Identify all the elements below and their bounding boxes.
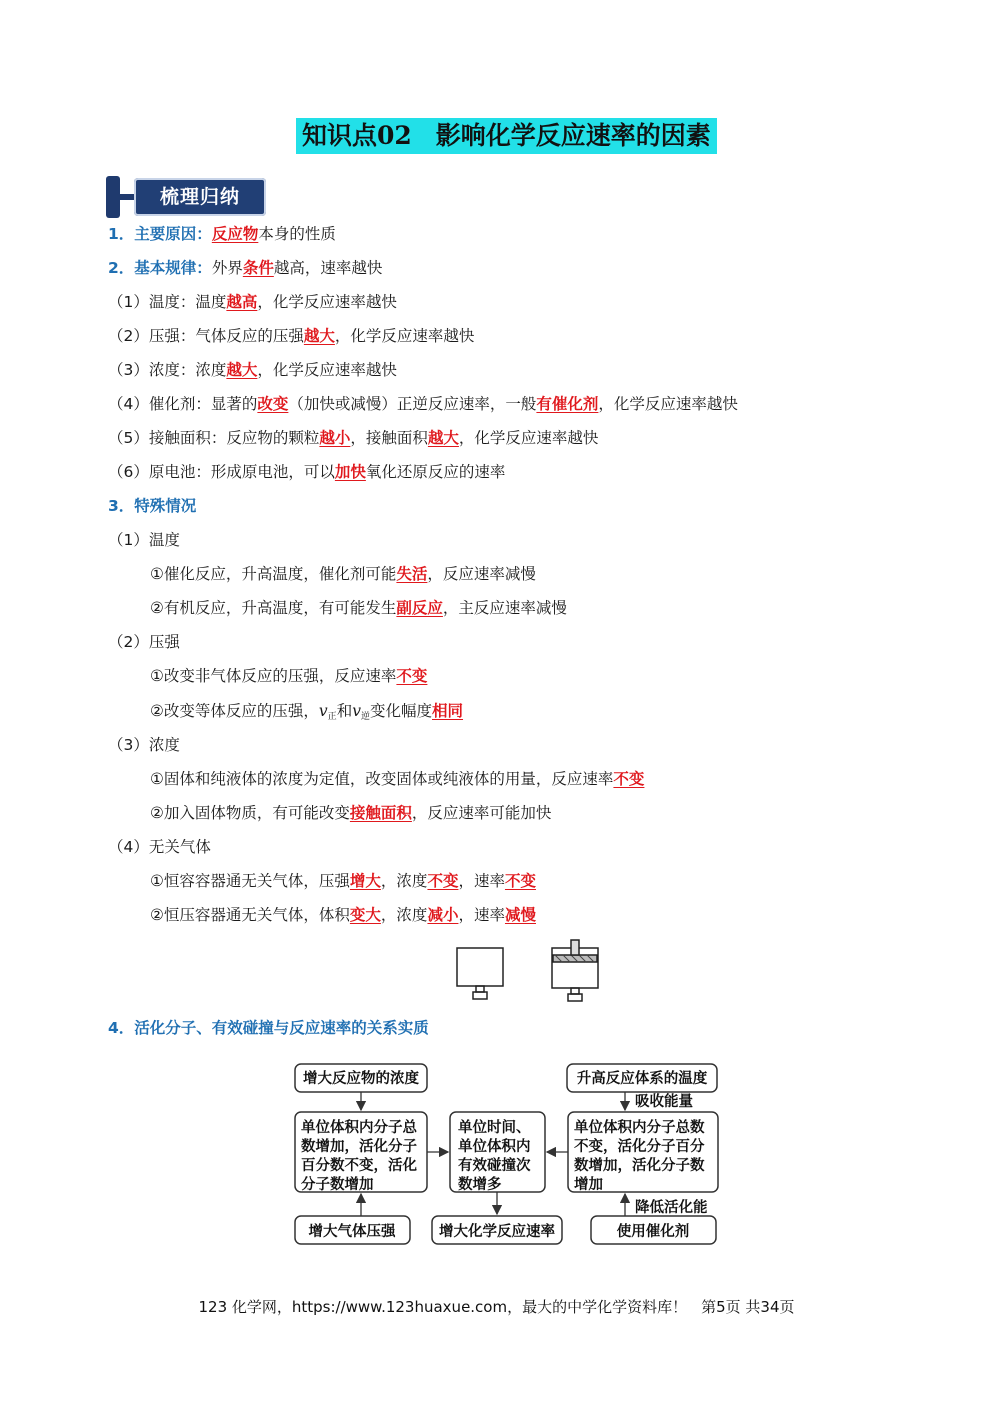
banner-label: 梳理归纳 [159,186,240,208]
rule-concentration: （3）浓度：浓度越大，化学反应速率越快 [108,361,397,379]
special-conc-label: （3）浓度 [108,736,180,754]
left-box-line-3: 百分数不变，活化 [301,1158,417,1174]
special-temp-label: （1）温度 [108,531,180,549]
center-box-line-2: 单位体积内 [458,1139,531,1155]
special-press-item-2: ②改变等体反应的压强，$v_正$和$v_逆$变化幅度相同 [150,702,464,722]
banner-plate [134,178,266,216]
constant-volume-container [457,948,503,999]
center-box-line-3: 有效碰撞次 [458,1158,531,1174]
container-diagrams [450,938,600,1008]
rule-galvanic-cell: （6）原电池：形成原电池，可以加快氧化还原反应的速率 [108,463,506,481]
page-number: 第5页 共34页 [701,1298,795,1316]
page-title: 知识点02 影响化学反应速率的因素 [296,118,717,154]
text-use-catalyst: 使用催化剂 [616,1224,690,1240]
special-temp-item-2: ②有机反应，升高温度，有可能发生副反应，主反应速率减慢 [150,599,567,617]
special-inert-label: （4）无关气体 [108,838,211,856]
rule-temperature: （1）温度：温度越高，化学反应速率越快 [108,293,397,311]
special-conc-item-1: ①固体和纯液体的浓度为定值，改变固体或纯液体的用量，反应速率不变 [150,770,645,788]
text-lower-activation: 降低活化能 [635,1200,708,1216]
left-box-line-4: 分子数增加 [301,1177,374,1193]
text-increase-rate: 增大化学反应速率 [439,1224,555,1240]
special-press-item-1: ①改变非气体反应的压强，反应速率不变 [150,667,428,685]
right-box-line-3: 数增加，活化分子数 [574,1158,705,1174]
text-absorb-energy: 吸收能量 [635,1094,693,1110]
rule-catalyst: （4）催化剂：显著的改变（加快或减慢）正逆反应速率，一般有催化剂，化学反应速率越快 [108,395,738,413]
page-footer [0,1296,993,1318]
banner-pole [106,176,120,218]
center-box-line-1: 单位时间、 [458,1120,531,1136]
rule-pressure: （2）压强：气体反应的压强越大，化学反应速率越快 [108,327,475,345]
right-box-line-4: 增加 [574,1177,603,1193]
point-4: 4．活化分子、有效碰撞与反应速率的关系实质 [108,1019,429,1037]
right-box-line-1: 单位体积内分子总数 [574,1120,705,1136]
text-raise-temperature: 升高反应体系的温度 [576,1071,708,1087]
center-box-line-4: 数增多 [458,1177,502,1193]
section-banner [106,176,266,218]
special-inert-item-1: ①恒容容器通无关气体，压强增大，浓度不变，速率不变 [150,872,536,890]
point-2: 2．基本规律：外界条件越高，速率越快 [108,259,383,277]
activation-flowchart [285,1058,730,1253]
left-box-line-2: 数增加，活化分子 [301,1139,417,1155]
left-box-line-1: 单位体积内分子总 [301,1120,417,1136]
right-box-line-2: 不变，活化分子百分 [574,1139,705,1155]
special-conc-item-2: ②加入固体物质，有可能改变接触面积，反应速率可能加快 [150,804,552,822]
text-increase-concentration: 增大反应物的浓度 [303,1071,419,1087]
special-temp-item-1: ①催化反应，升高温度，催化剂可能失活，反应速率减慢 [150,565,536,583]
special-inert-item-2: ②恒压容器通无关气体，体积变大，浓度减小，速率减慢 [150,906,536,924]
special-press-label: （2）压强 [108,633,180,651]
footer-site: 123 化学网，https://www.123huaxue.com，最大的中学化学资料库！ [198,1298,688,1316]
point-3: 3．特殊情况 [108,497,197,515]
point-1: 1．主要原因：反应物本身的性质 [108,225,336,243]
constant-pressure-container [552,940,598,1001]
rule-surface-area: （5）接触面积：反应物的颗粒越小，接触面积越大，化学反应速率越快 [108,429,599,447]
text-increase-pressure: 增大气体压强 [308,1224,396,1240]
